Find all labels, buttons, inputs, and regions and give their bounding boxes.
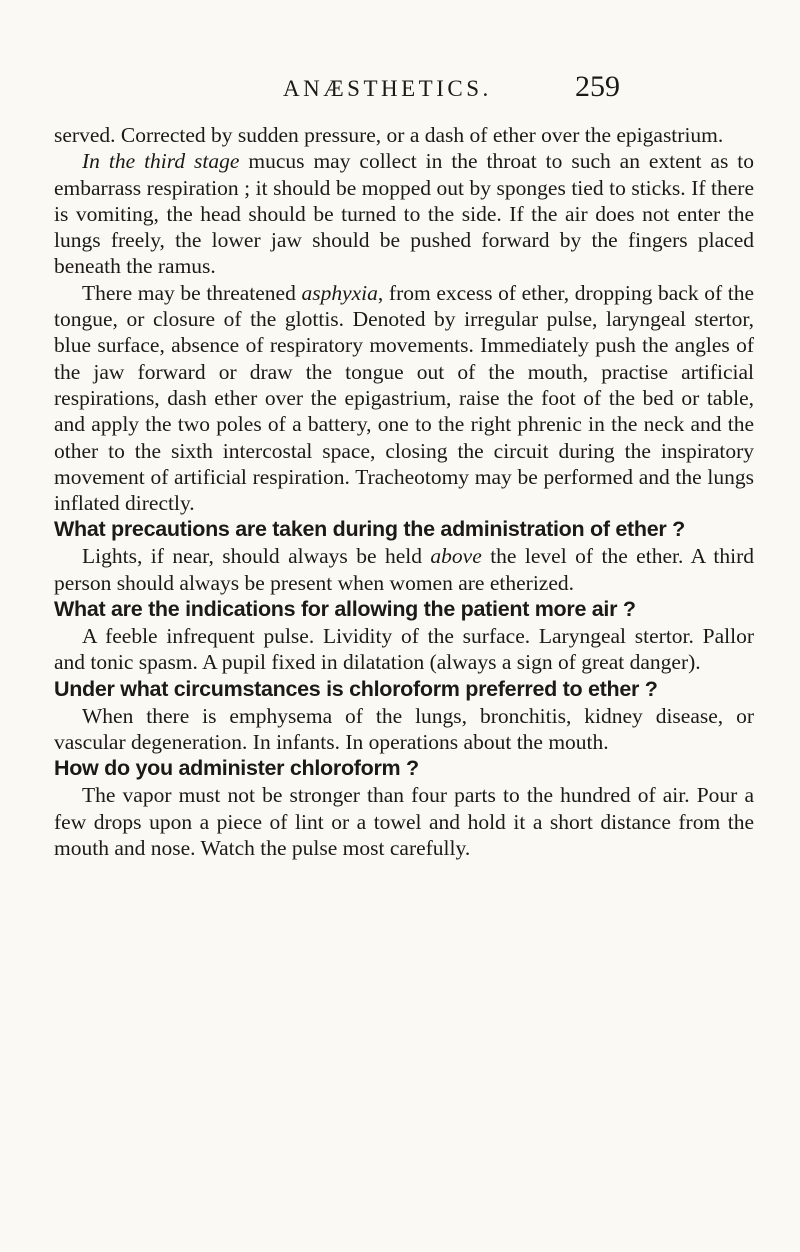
- answer-text: Lights, if near, should always be held: [82, 544, 431, 569]
- answer-paragraph: [54, 543, 754, 596]
- body-text: [54, 122, 754, 861]
- paragraph-asphyxia: [54, 280, 754, 517]
- answer-paragraph: The vapor must not be stronger than four parts to the hundred of air. Pour a few drops upon a piece of lint or a towel and hold it a short distance from the mouth and nose. Watch the pulse most carefully.: [54, 783, 754, 860]
- question-heading: Under what circumstances is chloroform preferred to ether ?: [54, 676, 658, 701]
- question-heading: What are the indications for allowing the patient more air ?: [54, 597, 636, 622]
- question-heading: How do you administer chloroform ?: [54, 756, 419, 781]
- paragraph-text: mucus may collect in the throat to such an extent as to embarrass respiration ; it should be mopped out by sponges tied to sticks. If there is vomiting, the head should be turned to the side. If the air does not enter the lungs freely, the lower jaw should be pushed forward by the fingers placed beneath the ramus.: [54, 149, 754, 279]
- answer-paragraph: When there is emphysema of the lungs, bronchitis, kidney disease, or vascular degeneration. In infants. In operations about the mouth.: [54, 703, 754, 754]
- question-heading: What precautions are taken during the administration of ether ?: [54, 517, 685, 542]
- italic-term: asphyxia: [301, 280, 378, 305]
- paragraph-text: , from excess of ether, dropping back of the tongue, or closure of the glottis. Denoted by irregular pulse, laryngeal stertor, blue surface, absence of respiratory movements. Immediately push the angles of the jaw forward or draw the tongue out of the mouth, practise artificial respirations, dash ether over the epigastrium, raise the foot of the bed or table, and apply the two poles of a battery, one to the right phrenic in the neck and the other to the sixth intercostal space, closing the circuit during the inspiratory movement of artificial respiration. Tracheotomy may be performed and the lungs inflated directly.: [54, 280, 754, 516]
- running-head-title: ANÆSTHETICS.: [283, 76, 492, 101]
- page-number: 259: [575, 70, 620, 103]
- answer-paragraph: A feeble infrequent pulse. Lividity of the surface. Laryngeal stertor. Pallor and tonic spasm. A pupil fixed in dilatation (always a sign of great danger).: [54, 624, 754, 675]
- answer-text: the level of the ether. A third person should always be present when women are etherized.: [54, 544, 754, 595]
- italic-phrase: In the third stage: [82, 149, 240, 174]
- italic-word: above: [430, 544, 482, 569]
- paragraph-text: There may be threatened: [82, 280, 302, 305]
- paragraph-continued: served. Corrected by sudden pressure, or a dash of ether over the epigastrium.: [54, 123, 724, 147]
- running-head: [0, 70, 800, 110]
- paragraph-third-stage: [54, 148, 754, 279]
